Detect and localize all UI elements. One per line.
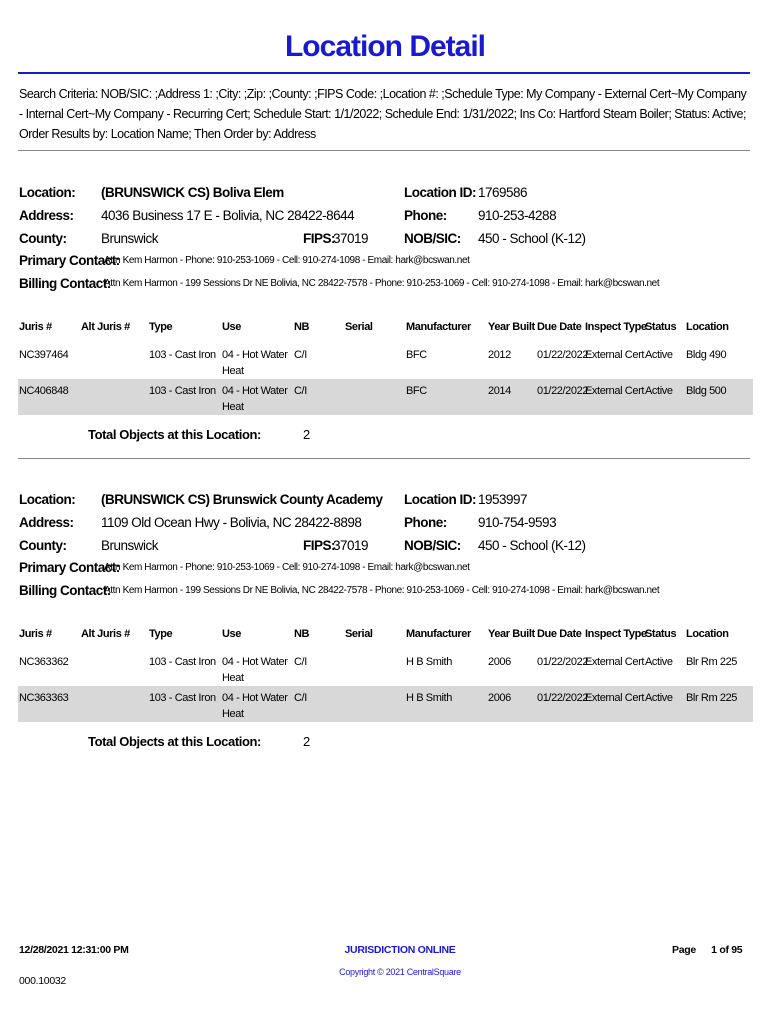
- table-row: [18, 650, 753, 686]
- cell-type: 103 - Cast Iron: [149, 349, 216, 361]
- location-county: Brunswick: [101, 538, 159, 553]
- cell-use-line1: 04 - Hot Water: [222, 349, 288, 361]
- cell-type: 103 - Cast Iron: [149, 656, 216, 668]
- location-label: Location:: [19, 492, 76, 507]
- cell-manufacturer: H B Smith: [406, 692, 452, 704]
- column-header-use: Use: [222, 321, 241, 333]
- fips-label: FIPS:: [303, 231, 336, 246]
- cell-nb: C/I: [294, 656, 307, 668]
- cell-use: [222, 347, 292, 379]
- location-nob-sic: 450 - School (K-12): [478, 231, 586, 246]
- cell-inspect-type: External Cert: [585, 692, 644, 704]
- cell-use: [222, 690, 292, 722]
- column-header-year-built: Year Built: [488, 321, 535, 333]
- cell-type: 103 - Cast Iron: [149, 385, 216, 397]
- location-id: 1769586: [478, 185, 528, 200]
- primary-contact-label: Primary Contact:: [19, 560, 120, 575]
- footer-copyright: Copyright © 2021 CentralSquare: [339, 967, 461, 977]
- cell-manufacturer: H B Smith: [406, 656, 452, 668]
- cell-nb: C/I: [294, 349, 307, 361]
- page-number: 1: [711, 944, 717, 956]
- location-label: Location:: [19, 185, 76, 200]
- column-header-manufacturer: Manufacturer: [406, 321, 471, 333]
- report-code: 000.10032: [19, 975, 66, 987]
- header-divider: [18, 150, 750, 151]
- column-header-location: Location: [686, 628, 729, 640]
- cell-use-line2: Heat: [222, 708, 244, 720]
- column-header-type: Type: [149, 321, 173, 333]
- footer-brand: JURISDICTION ONLINE: [344, 944, 456, 956]
- cell-use-line1: 04 - Hot Water: [222, 385, 288, 397]
- location-id-label: Location ID:: [404, 492, 476, 507]
- column-header-juris: Juris #: [19, 628, 52, 640]
- page-label: Page: [672, 944, 696, 956]
- column-header-inspect-type: Inspect Type: [585, 321, 647, 333]
- billing-contact-label: Billing Contact:: [19, 276, 111, 291]
- cell-manufacturer: BFC: [406, 385, 427, 397]
- cell-use: [222, 383, 292, 415]
- column-header-type: Type: [149, 628, 173, 640]
- page-indicator: [672, 944, 742, 956]
- location-name: (BRUNSWICK CS) Boliva Elem: [101, 185, 284, 200]
- cell-use: [222, 654, 292, 686]
- fips-label: FIPS:: [303, 538, 336, 553]
- location-id-label: Location ID:: [404, 185, 476, 200]
- column-header-juris: Juris #: [19, 321, 52, 333]
- address-label: Address:: [19, 515, 74, 530]
- billing-contact: Attn Kem Harmon - 199 Sessions Dr NE Bolivia, NC 28422-7578 - Phone: 910-253-1069 - Cell: 910-274-1098 - Email: hark@bcswan.net: [104, 585, 660, 596]
- column-header-location: Location: [686, 321, 729, 333]
- cell-year-built: 2006: [488, 692, 511, 704]
- column-header-alt-juris: Alt Juris #: [81, 321, 130, 333]
- cell-year-built: 2012: [488, 349, 511, 361]
- cell-status: Active: [645, 656, 673, 668]
- location-id: 1953997: [478, 492, 528, 507]
- billing-contact-label: Billing Contact:: [19, 583, 111, 598]
- table-row: [18, 686, 753, 722]
- cell-due-date: 01/22/2022: [537, 349, 589, 361]
- phone-label: Phone:: [404, 515, 447, 530]
- primary-contact: Attn Kem Harmon - Phone: 910-253-1069 - Cell: 910-274-1098 - Email: hark@bcswan.net: [104, 562, 470, 573]
- column-header-status: Status: [645, 628, 677, 640]
- column-header-alt-juris: Alt Juris #: [81, 628, 130, 640]
- cell-status: Active: [645, 349, 673, 361]
- cell-inspect-type: External Cert: [585, 385, 644, 397]
- total-objects-value: 2: [303, 427, 311, 442]
- location-address: 1109 Old Ocean Hwy - Bolivia, NC 28422-8898: [101, 515, 362, 530]
- cell-use-line2: Heat: [222, 672, 244, 684]
- column-header-use: Use: [222, 628, 241, 640]
- cell-due-date: 01/22/2022: [537, 656, 589, 668]
- cell-due-date: 01/22/2022: [537, 692, 589, 704]
- search-criteria: Search Criteria: NOB/SIC: ;Address 1: ;City: ;Zip: ;County: ;FIPS Code: ;Location #: ;Schedule Type: My Company - External Cert~My Company - Internal Cert~My Company - Recurring Cert; Schedule Start: 1/1/2022; Schedule End: 1/31/2022; Ins Co: Hartford Steam Boiler; Status: Active; Order Results by: Location Name; Then Order by: Address: [19, 87, 747, 141]
- column-header-nb: NB: [294, 321, 310, 333]
- total-objects-label: Total Objects at this Location:: [88, 427, 261, 442]
- primary-contact-label: Primary Contact:: [19, 253, 120, 268]
- cell-juris: NC406848: [19, 385, 69, 397]
- billing-contact: Attn Kem Harmon - 199 Sessions Dr NE Bolivia, NC 28422-7578 - Phone: 910-253-1069 - Cell: 910-274-1098 - Email: hark@bcswan.net: [104, 278, 660, 289]
- location-nob-sic: 450 - School (K-12): [478, 538, 586, 553]
- cell-due-date: 01/22/2022: [537, 385, 589, 397]
- column-header-nb: NB: [294, 628, 310, 640]
- title-divider: [18, 72, 750, 74]
- page-of: of: [719, 944, 729, 956]
- total-objects-label: Total Objects at this Location:: [88, 734, 261, 749]
- nob-sic-label: NOB/SIC:: [404, 538, 461, 553]
- primary-contact: Attn Kem Harmon - Phone: 910-253-1069 - Cell: 910-274-1098 - Email: hark@bcswan.net: [104, 255, 470, 266]
- location-fips: 37019: [333, 231, 369, 246]
- page-title: Location Detail: [284, 30, 486, 63]
- cell-use-line2: Heat: [222, 365, 244, 377]
- location-name: (BRUNSWICK CS) Brunswick County Academy: [101, 492, 383, 507]
- location-county: Brunswick: [101, 231, 159, 246]
- column-header-inspect-type: Inspect Type: [585, 628, 647, 640]
- column-header-serial: Serial: [345, 321, 373, 333]
- section-divider: [18, 458, 750, 459]
- cell-inspect-type: External Cert: [585, 656, 644, 668]
- cell-location: Bldg 490: [686, 349, 727, 361]
- county-label: County:: [19, 538, 67, 553]
- location-fips: 37019: [333, 538, 369, 553]
- cell-juris: NC363362: [19, 656, 69, 668]
- cell-nb: C/I: [294, 692, 307, 704]
- cell-juris: NC397464: [19, 349, 69, 361]
- column-header-year-built: Year Built: [488, 628, 535, 640]
- location-phone: 910-754-9593: [478, 515, 557, 530]
- cell-manufacturer: BFC: [406, 349, 427, 361]
- column-header-serial: Serial: [345, 628, 373, 640]
- cell-location: Blr Rm 225: [686, 692, 738, 704]
- cell-year-built: 2014: [488, 385, 511, 397]
- cell-use-line2: Heat: [222, 401, 244, 413]
- location-section: [0, 185, 770, 455]
- cell-status: Active: [645, 692, 673, 704]
- report-datetime: 12/28/2021 12:31:00 PM: [19, 944, 129, 956]
- cell-type: 103 - Cast Iron: [149, 692, 216, 704]
- column-header-due-date: Due Date: [537, 321, 582, 333]
- cell-location: Bldg 500: [686, 385, 727, 397]
- location-section: [0, 492, 770, 762]
- phone-label: Phone:: [404, 208, 447, 223]
- address-label: Address:: [19, 208, 74, 223]
- page-total: 95: [731, 944, 743, 956]
- column-header-due-date: Due Date: [537, 628, 582, 640]
- cell-inspect-type: External Cert: [585, 349, 644, 361]
- county-label: County:: [19, 231, 67, 246]
- cell-status: Active: [645, 385, 673, 397]
- cell-juris: NC363363: [19, 692, 69, 704]
- location-phone: 910-253-4288: [478, 208, 557, 223]
- table-row: [18, 379, 753, 415]
- nob-sic-label: NOB/SIC:: [404, 231, 461, 246]
- cell-use-line1: 04 - Hot Water: [222, 656, 288, 668]
- column-header-status: Status: [645, 321, 677, 333]
- column-header-manufacturer: Manufacturer: [406, 628, 471, 640]
- cell-location: Blr Rm 225: [686, 656, 738, 668]
- location-address: 4036 Business 17 E - Bolivia, NC 28422-8644: [101, 208, 355, 223]
- cell-use-line1: 04 - Hot Water: [222, 692, 288, 704]
- cell-year-built: 2006: [488, 656, 511, 668]
- table-row: [18, 343, 753, 379]
- cell-nb: C/I: [294, 385, 307, 397]
- total-objects-value: 2: [303, 734, 311, 749]
